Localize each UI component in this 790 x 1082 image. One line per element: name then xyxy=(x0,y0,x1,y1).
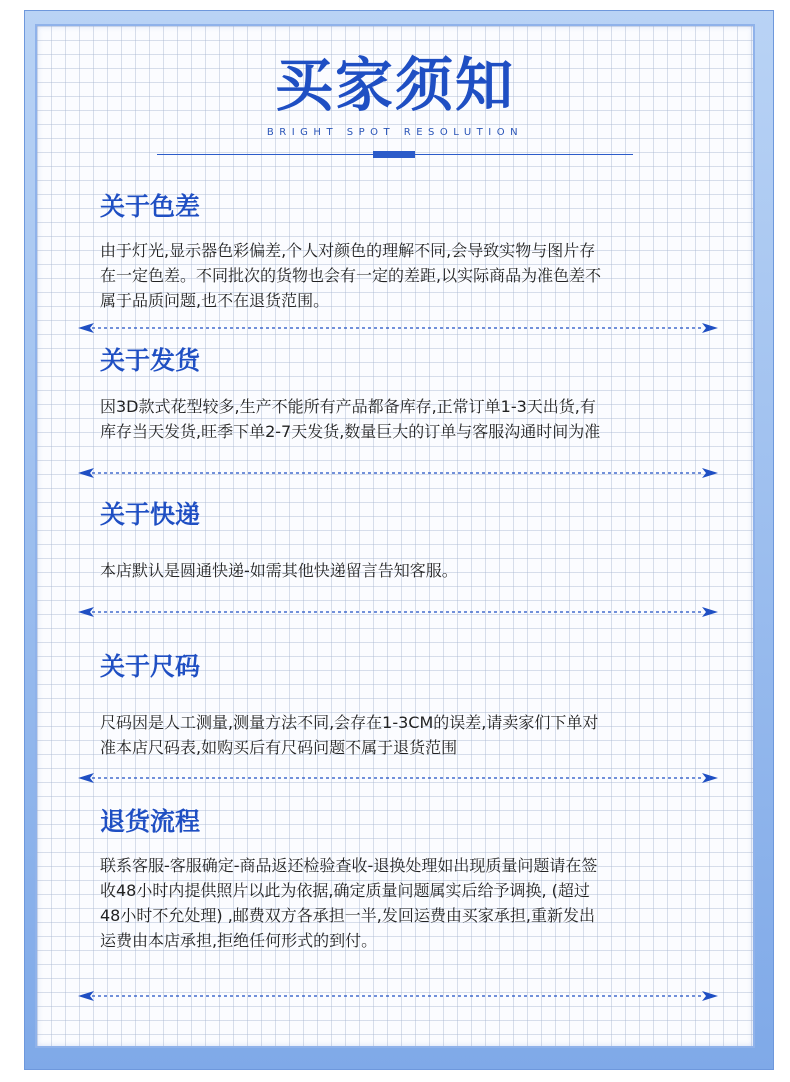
section-heading-size: 关于尺码 xyxy=(100,652,201,681)
arrow-left-icon xyxy=(78,323,94,333)
arrow-left-icon xyxy=(78,468,94,478)
text-line: 运费由本店承担,拒绝任何形式的到付。 xyxy=(100,931,378,950)
arrow-right-icon xyxy=(702,991,718,1001)
text-line: 48小时不允处理) ,邮费双方各承担一半,发回运费由买家承担,重新发出 xyxy=(100,906,595,925)
section-divider xyxy=(78,606,718,618)
arrow-right-icon xyxy=(702,468,718,478)
text-line: 本店默认是圆通快递-如需其他快递留言告知客服。 xyxy=(100,561,458,580)
text-line: 库存当天发货,旺季下单2-7天发货,数量巨大的订单与客服沟通时间为准 xyxy=(100,422,601,441)
text-line: 尺码因是人工测量,测量方法不同,会存在1-3CM的误差,请卖家们下单对 xyxy=(100,713,599,732)
section-divider xyxy=(78,772,718,784)
section-text-returns xyxy=(100,853,700,953)
page-title: 买家须知 xyxy=(274,51,515,119)
section-divider xyxy=(78,990,718,1002)
arrow-right-icon xyxy=(702,773,718,783)
section-text-color-difference xyxy=(100,238,700,313)
arrow-right-icon xyxy=(702,323,718,333)
section-divider xyxy=(78,467,718,479)
text-line: 联系客服-客服确定-商品返还检验查收-退换处理如出现质量问题请在签 xyxy=(100,856,598,875)
text-line: 属于品质问题,也不在退货范围。 xyxy=(100,291,330,310)
section-text-size xyxy=(100,710,700,760)
text-line: 收48小时内提供照片以此为依据,确定质量问题属实后给予调换, (超过 xyxy=(100,881,590,900)
arrow-left-icon xyxy=(78,991,94,1001)
title-underline-accent xyxy=(373,151,415,158)
text-line: 因3D款式花型较多,生产不能所有产品都备库存,正常订单1-3天出货,有 xyxy=(100,397,596,416)
text-line: 由于灯光,显示器色彩偏差,个人对颜色的理解不同,会导致实物与图片存 xyxy=(100,241,596,260)
section-heading-returns: 退货流程 xyxy=(100,807,201,836)
section-heading-courier: 关于快递 xyxy=(100,500,201,529)
section-text-shipping xyxy=(100,394,700,444)
arrow-left-icon xyxy=(78,607,94,617)
text-line: 准本店尺码表,如购买后有尺码问题不属于退货范围 xyxy=(100,738,458,757)
arrow-right-icon xyxy=(702,607,718,617)
section-heading-color-difference: 关于色差 xyxy=(100,192,201,221)
section-heading-shipping: 关于发货 xyxy=(100,346,201,375)
section-divider xyxy=(78,322,718,334)
section-text-courier xyxy=(100,558,700,583)
text-line: 在一定色差。不同批次的货物也会有一定的差距,以实际商品为准色差不 xyxy=(100,266,602,285)
page-subtitle: BRIGHT SPOT RESOLUTION xyxy=(266,127,524,138)
arrow-left-icon xyxy=(78,773,94,783)
